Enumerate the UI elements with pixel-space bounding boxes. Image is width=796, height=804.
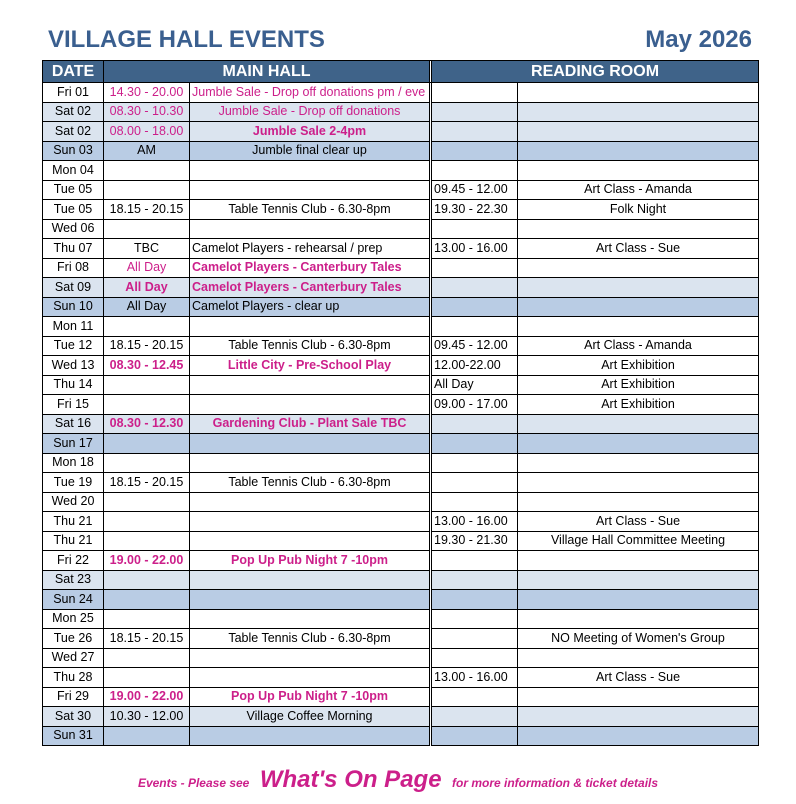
table-row bbox=[43, 122, 759, 142]
date-cell: Tue 05 bbox=[43, 200, 104, 220]
reading-room-time-cell bbox=[432, 629, 518, 649]
main-hall-event-cell: Table Tennis Club - 6.30-8pm bbox=[190, 629, 430, 649]
table-row bbox=[43, 297, 759, 317]
table-row bbox=[43, 278, 759, 298]
table-row bbox=[43, 473, 759, 493]
reading-room-time-cell: 09.00 - 17.00 bbox=[432, 395, 518, 415]
main-hall-event-cell bbox=[190, 453, 430, 473]
reading-room-time-cell bbox=[432, 687, 518, 707]
reading-room-time-cell bbox=[432, 258, 518, 278]
reading-room-event-cell bbox=[518, 492, 759, 512]
table-row bbox=[43, 668, 759, 688]
main-hall-event-cell bbox=[190, 395, 430, 415]
main-hall-time-cell: 18.15 - 20.15 bbox=[104, 336, 190, 356]
main-hall-time-cell bbox=[104, 161, 190, 181]
reading-room-time-cell bbox=[432, 473, 518, 493]
reading-room-event-cell bbox=[518, 122, 759, 142]
table-row bbox=[43, 570, 759, 590]
month-label: May 2026 bbox=[645, 26, 752, 53]
date-cell: Sat 30 bbox=[43, 707, 104, 727]
main-hall-time-cell: 19.00 - 22.00 bbox=[104, 551, 190, 571]
main-hall-time-cell bbox=[104, 317, 190, 337]
date-cell: Thu 21 bbox=[43, 531, 104, 551]
date-cell: Sun 17 bbox=[43, 434, 104, 454]
reading-room-time-cell: All Day bbox=[432, 375, 518, 395]
main-hall-event-cell bbox=[190, 219, 430, 239]
table-row bbox=[43, 453, 759, 473]
date-column-header: DATE bbox=[43, 61, 104, 83]
date-cell: Sat 16 bbox=[43, 414, 104, 434]
main-hall-time-cell: 08.30 - 12.45 bbox=[104, 356, 190, 376]
reading-room-event-cell: Art Class - Amanda bbox=[518, 336, 759, 356]
events-table bbox=[42, 60, 758, 746]
reading-room-event-cell bbox=[518, 317, 759, 337]
date-cell: Thu 07 bbox=[43, 239, 104, 259]
date-cell: Thu 14 bbox=[43, 375, 104, 395]
main-hall-event-cell bbox=[190, 648, 430, 668]
reading-room-event-cell bbox=[518, 570, 759, 590]
table-row bbox=[43, 180, 759, 200]
date-cell: Sun 10 bbox=[43, 297, 104, 317]
date-cell: Fri 01 bbox=[43, 83, 104, 103]
main-hall-time-cell: 14.30 - 20.00 bbox=[104, 83, 190, 103]
reading-room-event-cell bbox=[518, 726, 759, 746]
page-title: VILLAGE HALL EVENTS bbox=[48, 26, 325, 53]
reading-room-event-cell bbox=[518, 161, 759, 181]
reading-room-event-cell bbox=[518, 141, 759, 161]
reading-room-time-cell bbox=[432, 141, 518, 161]
date-cell: Wed 06 bbox=[43, 219, 104, 239]
main-hall-time-cell: AM bbox=[104, 141, 190, 161]
reading-room-event-cell: Art Exhibition bbox=[518, 395, 759, 415]
reading-room-time-cell bbox=[432, 161, 518, 181]
main-hall-event-cell bbox=[190, 531, 430, 551]
table-row bbox=[43, 239, 759, 259]
main-hall-event-cell: Gardening Club - Plant Sale TBC bbox=[190, 414, 430, 434]
main-hall-event-cell bbox=[190, 570, 430, 590]
date-cell: Mon 18 bbox=[43, 453, 104, 473]
table-row bbox=[43, 219, 759, 239]
main-hall-time-cell: All Day bbox=[104, 297, 190, 317]
reading-room-time-cell: 09.45 - 12.00 bbox=[432, 180, 518, 200]
reading-room-time-cell bbox=[432, 102, 518, 122]
reading-room-event-cell: NO Meeting of Women's Group bbox=[518, 629, 759, 649]
main-hall-event-cell: Jumble Sale 2-4pm bbox=[190, 122, 430, 142]
table-row bbox=[43, 707, 759, 727]
main-hall-event-cell bbox=[190, 317, 430, 337]
reading-room-time-cell bbox=[432, 278, 518, 298]
date-cell: Sat 02 bbox=[43, 102, 104, 122]
reading-room-event-cell bbox=[518, 473, 759, 493]
main-hall-time-cell bbox=[104, 453, 190, 473]
table-row bbox=[43, 648, 759, 668]
reading-room-event-cell bbox=[518, 453, 759, 473]
main-hall-event-cell bbox=[190, 668, 430, 688]
main-hall-column-header: MAIN HALL bbox=[104, 61, 430, 83]
main-hall-time-cell: 18.15 - 20.15 bbox=[104, 473, 190, 493]
table-row bbox=[43, 609, 759, 629]
main-hall-time-cell: 18.15 - 20.15 bbox=[104, 200, 190, 220]
date-cell: Fri 08 bbox=[43, 258, 104, 278]
main-hall-time-cell bbox=[104, 570, 190, 590]
main-hall-event-cell bbox=[190, 609, 430, 629]
footer-prefix: Events - Please see bbox=[137, 776, 250, 790]
reading-room-event-cell bbox=[518, 219, 759, 239]
main-hall-event-cell bbox=[190, 512, 430, 532]
reading-room-time-cell: 09.45 - 12.00 bbox=[432, 336, 518, 356]
reading-room-event-cell bbox=[518, 551, 759, 571]
reading-room-time-cell bbox=[432, 551, 518, 571]
date-cell: Tue 26 bbox=[43, 629, 104, 649]
footer-suffix: for more information & ticket details bbox=[452, 776, 659, 790]
date-cell: Tue 19 bbox=[43, 473, 104, 493]
main-hall-time-cell: 08.30 - 10.30 bbox=[104, 102, 190, 122]
reading-room-time-cell bbox=[432, 726, 518, 746]
table-row bbox=[43, 258, 759, 278]
main-hall-event-cell: Little City - Pre-School Play bbox=[190, 356, 430, 376]
main-hall-time-cell: 19.00 - 22.00 bbox=[104, 687, 190, 707]
main-hall-time-cell: All Day bbox=[104, 258, 190, 278]
reading-room-time-cell bbox=[432, 609, 518, 629]
reading-room-time-cell bbox=[432, 434, 518, 454]
reading-room-event-cell: Art Class - Sue bbox=[518, 512, 759, 532]
footer-note bbox=[0, 766, 796, 794]
table-row bbox=[43, 336, 759, 356]
reading-room-time-cell: 13.00 - 16.00 bbox=[432, 512, 518, 532]
reading-room-event-cell bbox=[518, 83, 759, 103]
main-hall-time-cell: 10.30 - 12.00 bbox=[104, 707, 190, 727]
main-hall-time-cell bbox=[104, 668, 190, 688]
main-hall-time-cell bbox=[104, 512, 190, 532]
date-cell: Sun 24 bbox=[43, 590, 104, 610]
reading-room-event-cell bbox=[518, 102, 759, 122]
main-hall-time-cell: 08.30 - 12.30 bbox=[104, 414, 190, 434]
main-hall-time-cell bbox=[104, 531, 190, 551]
reading-room-event-cell: Folk Night bbox=[518, 200, 759, 220]
date-cell: Thu 21 bbox=[43, 512, 104, 532]
date-cell: Mon 25 bbox=[43, 609, 104, 629]
main-hall-event-cell: Camelot Players - clear up bbox=[190, 297, 430, 317]
reading-room-event-cell bbox=[518, 297, 759, 317]
date-cell: Sun 03 bbox=[43, 141, 104, 161]
reading-room-event-cell bbox=[518, 278, 759, 298]
reading-room-event-cell: Art Class - Sue bbox=[518, 668, 759, 688]
main-hall-time-cell bbox=[104, 395, 190, 415]
date-cell: Thu 28 bbox=[43, 668, 104, 688]
table-row bbox=[43, 492, 759, 512]
table-row bbox=[43, 629, 759, 649]
table-row bbox=[43, 356, 759, 376]
date-cell: Wed 27 bbox=[43, 648, 104, 668]
whats-on-link[interactable]: What's On Page bbox=[259, 766, 442, 793]
reading-room-event-cell bbox=[518, 609, 759, 629]
main-hall-event-cell bbox=[190, 434, 430, 454]
reading-room-time-cell bbox=[432, 453, 518, 473]
reading-room-event-cell bbox=[518, 590, 759, 610]
table-row bbox=[43, 726, 759, 746]
reading-room-time-cell bbox=[432, 219, 518, 239]
main-hall-time-cell bbox=[104, 609, 190, 629]
table-row bbox=[43, 512, 759, 532]
reading-room-time-cell bbox=[432, 648, 518, 668]
reading-room-event-cell: Art Exhibition bbox=[518, 375, 759, 395]
reading-room-time-cell bbox=[432, 122, 518, 142]
main-hall-event-cell bbox=[190, 492, 430, 512]
main-hall-event-cell: Village Coffee Morning bbox=[190, 707, 430, 727]
reading-room-event-cell bbox=[518, 707, 759, 727]
main-hall-event-cell: Table Tennis Club - 6.30-8pm bbox=[190, 473, 430, 493]
date-cell: Sun 31 bbox=[43, 726, 104, 746]
main-hall-event-cell bbox=[190, 375, 430, 395]
main-hall-event-cell bbox=[190, 180, 430, 200]
reading-room-event-cell bbox=[518, 434, 759, 454]
reading-room-time-cell bbox=[432, 297, 518, 317]
reading-room-time-cell bbox=[432, 492, 518, 512]
date-cell: Mon 04 bbox=[43, 161, 104, 181]
reading-room-time-cell: 13.00 - 16.00 bbox=[432, 239, 518, 259]
table-row bbox=[43, 687, 759, 707]
table-row bbox=[43, 375, 759, 395]
date-cell: Sat 23 bbox=[43, 570, 104, 590]
main-hall-time-cell bbox=[104, 726, 190, 746]
main-hall-event-cell: Jumble final clear up bbox=[190, 141, 430, 161]
main-hall-event-cell bbox=[190, 726, 430, 746]
main-hall-time-cell bbox=[104, 375, 190, 395]
reading-room-event-cell bbox=[518, 648, 759, 668]
main-hall-time-cell bbox=[104, 492, 190, 512]
main-hall-event-cell: Pop Up Pub Night 7 -10pm bbox=[190, 687, 430, 707]
date-cell: Fri 15 bbox=[43, 395, 104, 415]
main-hall-time-cell: All Day bbox=[104, 278, 190, 298]
table-row bbox=[43, 161, 759, 181]
main-hall-time-cell: TBC bbox=[104, 239, 190, 259]
main-hall-time-cell bbox=[104, 590, 190, 610]
table-row bbox=[43, 414, 759, 434]
main-hall-event-cell: Jumble Sale - Drop off donations pm / eve bbox=[190, 83, 430, 103]
reading-room-time-cell bbox=[432, 317, 518, 337]
main-hall-event-cell bbox=[190, 161, 430, 181]
main-hall-event-cell: Jumble Sale - Drop off donations bbox=[190, 102, 430, 122]
reading-room-event-cell: Village Hall Committee Meeting bbox=[518, 531, 759, 551]
main-hall-event-cell: Camelot Players - Canterbury Tales bbox=[190, 278, 430, 298]
reading-room-event-cell bbox=[518, 414, 759, 434]
main-hall-event-cell: Table Tennis Club - 6.30-8pm bbox=[190, 200, 430, 220]
main-hall-time-cell bbox=[104, 648, 190, 668]
main-hall-event-cell: Pop Up Pub Night 7 -10pm bbox=[190, 551, 430, 571]
date-cell: Tue 12 bbox=[43, 336, 104, 356]
date-cell: Wed 20 bbox=[43, 492, 104, 512]
table-row bbox=[43, 395, 759, 415]
reading-room-column-header: READING ROOM bbox=[432, 61, 759, 83]
table-row bbox=[43, 551, 759, 571]
reading-room-event-cell: Art Exhibition bbox=[518, 356, 759, 376]
reading-room-time-cell bbox=[432, 83, 518, 103]
reading-room-time-cell: 19.30 - 22.30 bbox=[432, 200, 518, 220]
reading-room-time-cell bbox=[432, 414, 518, 434]
main-hall-event-cell: Camelot Players - Canterbury Tales bbox=[190, 258, 430, 278]
main-hall-event-cell bbox=[190, 590, 430, 610]
main-hall-time-cell bbox=[104, 219, 190, 239]
table-row bbox=[43, 83, 759, 103]
reading-room-event-cell bbox=[518, 258, 759, 278]
table-row bbox=[43, 200, 759, 220]
reading-room-time-cell bbox=[432, 707, 518, 727]
date-cell: Fri 29 bbox=[43, 687, 104, 707]
date-cell: Tue 05 bbox=[43, 180, 104, 200]
date-cell: Sat 02 bbox=[43, 122, 104, 142]
table-row bbox=[43, 141, 759, 161]
date-cell: Sat 09 bbox=[43, 278, 104, 298]
main-hall-time-cell: 18.15 - 20.15 bbox=[104, 629, 190, 649]
main-hall-event-cell: Camelot Players - rehearsal / prep bbox=[190, 239, 430, 259]
reading-room-time-cell: 13.00 - 16.00 bbox=[432, 668, 518, 688]
date-cell: Fri 22 bbox=[43, 551, 104, 571]
reading-room-time-cell: 19.30 - 21.30 bbox=[432, 531, 518, 551]
reading-room-time-cell: 12.00-22.00 bbox=[432, 356, 518, 376]
date-cell: Wed 13 bbox=[43, 356, 104, 376]
main-hall-time-cell bbox=[104, 180, 190, 200]
table-row bbox=[43, 590, 759, 610]
reading-room-event-cell: Art Class - Amanda bbox=[518, 180, 759, 200]
main-hall-time-cell bbox=[104, 434, 190, 454]
reading-room-event-cell bbox=[518, 687, 759, 707]
table-row bbox=[43, 434, 759, 454]
date-cell: Mon 11 bbox=[43, 317, 104, 337]
table-row bbox=[43, 317, 759, 337]
main-hall-time-cell: 08.00 - 18.00 bbox=[104, 122, 190, 142]
reading-room-time-cell bbox=[432, 590, 518, 610]
reading-room-event-cell: Art Class - Sue bbox=[518, 239, 759, 259]
reading-room-time-cell bbox=[432, 570, 518, 590]
table-header-row bbox=[43, 61, 759, 83]
table-row bbox=[43, 531, 759, 551]
main-hall-event-cell: Table Tennis Club - 6.30-8pm bbox=[190, 336, 430, 356]
table-row bbox=[43, 102, 759, 122]
